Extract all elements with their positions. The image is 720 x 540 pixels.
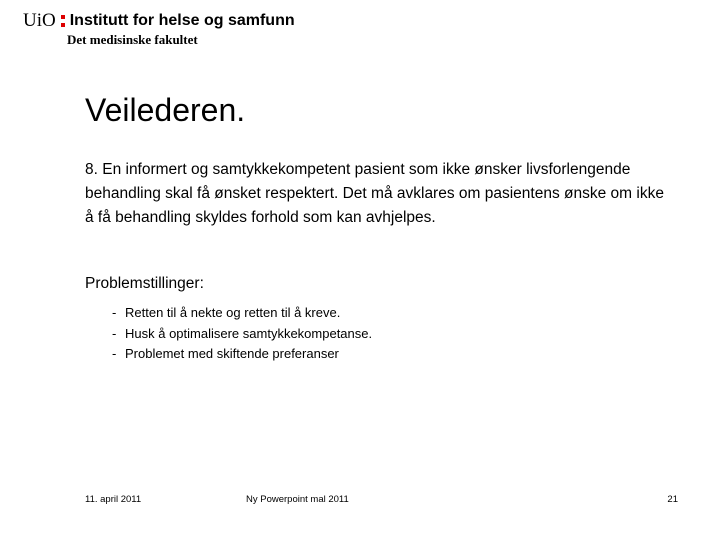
dash-bullet-icon: - bbox=[112, 325, 117, 341]
slide-paragraph: 8. En informert og samtykkekompetent pasient som ikke ønsker livsforlengende behandling skal få ønsket respektert. Det må avklares om pasientens ønske om ikke å få behandling skyldes forhold som kan avhjelpes. bbox=[85, 161, 664, 226]
problems-heading: Problemstillinger: bbox=[85, 275, 204, 292]
logo-brand: UiO bbox=[23, 10, 56, 31]
problem-item bbox=[112, 344, 372, 365]
footer-page-number: 21 bbox=[667, 494, 678, 505]
problems-list bbox=[112, 303, 372, 365]
logo-colon-icon bbox=[61, 15, 65, 27]
problem-item bbox=[112, 324, 372, 345]
dash-bullet-icon: - bbox=[112, 305, 117, 320]
problem-text: Problemet med skiftende preferanser bbox=[125, 346, 339, 361]
logo-faculty: Det medisinske fakultet bbox=[67, 32, 198, 47]
uio-logo bbox=[23, 10, 295, 48]
problem-text: Retten til å nekte og retten til å kreve. bbox=[125, 305, 341, 320]
footer-date: 11. april 2011 bbox=[85, 494, 142, 505]
logo-row bbox=[23, 10, 295, 32]
dash-bullet-icon: - bbox=[112, 346, 117, 361]
slide-title: Veilederen. bbox=[85, 92, 246, 128]
logo-institute: Institutt for helse og samfunn bbox=[69, 12, 295, 29]
problem-text: Husk å optimalisere samtykkekompetanse. bbox=[125, 325, 373, 341]
problem-item bbox=[112, 303, 372, 324]
footer-template: Ny Powerpoint mal 2011 bbox=[246, 494, 349, 505]
